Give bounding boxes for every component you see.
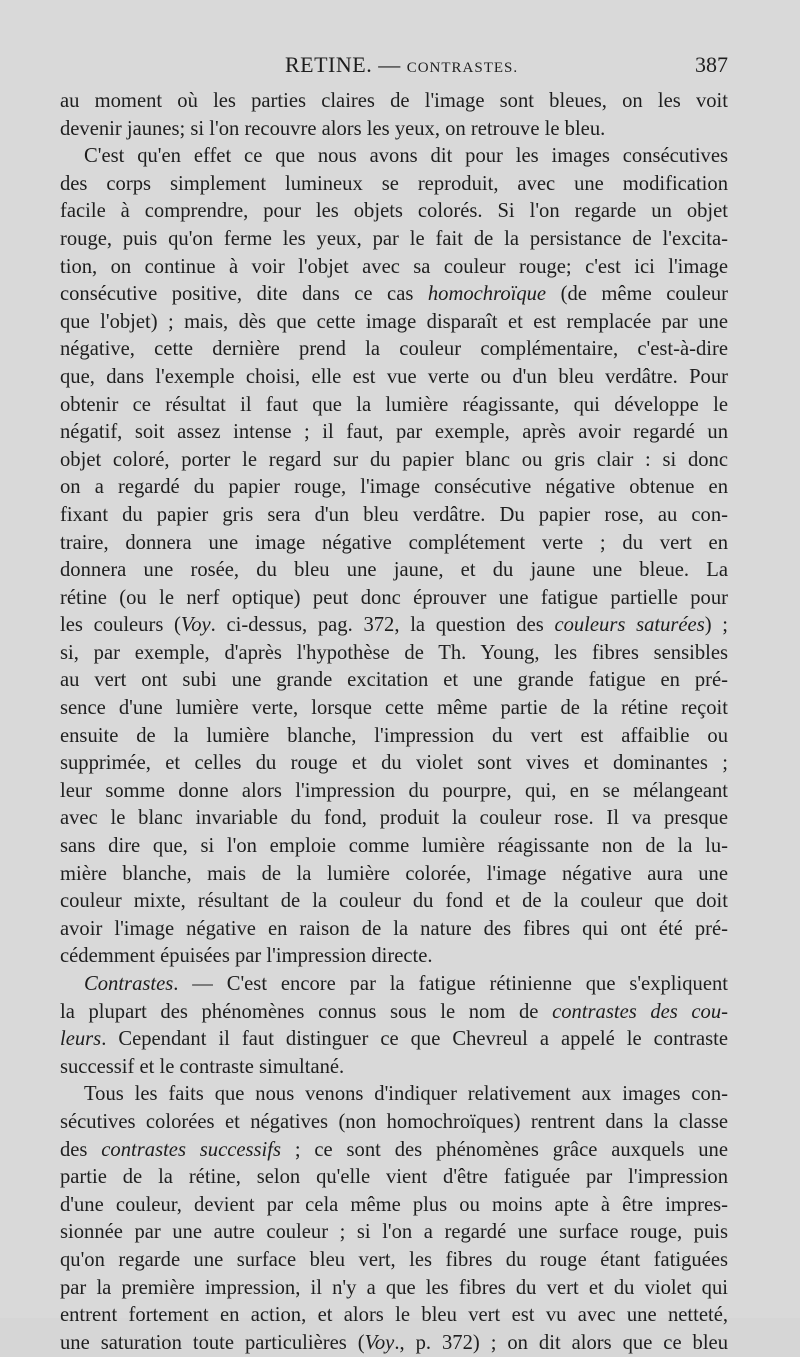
text-line <box>60 1164 728 1192</box>
italic-text: homochroïque <box>427 283 547 306</box>
text-line <box>60 723 728 751</box>
text-line <box>60 281 728 309</box>
italic-text: contrastes successifs <box>101 1138 282 1161</box>
text-line <box>60 585 728 613</box>
text-segment: les couleurs ( <box>60 614 181 637</box>
text-line <box>60 1081 728 1109</box>
text-segment: successif et le contraste simultané. <box>60 1055 345 1078</box>
text-segment: ; ce sont des phénomènes grâce auxquels une <box>281 1138 728 1161</box>
text-line <box>60 474 728 502</box>
text-segment: cédemment épuisées par l'impression directe. <box>60 945 433 968</box>
text-line <box>60 612 728 640</box>
text-line <box>60 1109 728 1137</box>
text-segment: traire, donnera une image négative complétement verte ; du vert en <box>60 531 728 554</box>
text-line <box>60 1275 728 1303</box>
text-line <box>60 530 728 558</box>
text-line <box>60 143 728 171</box>
text-segment: Tous les faits que nous venons d'indiquer relativement aux images con- <box>84 1083 728 1106</box>
text-segment: supprimée, et celles du rouge et du violet sont vives et dominantes ; <box>60 752 728 775</box>
text-segment: qu'on regarde une surface bleu vert, les fibres du rouge étant fatiguées <box>60 1248 728 1271</box>
text-segment: d'une couleur, devient par cela même plus ou moins apte à être impres- <box>60 1193 728 1216</box>
text-segment: obtenir ce résultat il faut que la lumière réagissante, qui développe le <box>60 393 728 416</box>
text-segment: sence d'une lumière verte, lorsque cette même partie de la rétine reçoit <box>60 697 728 720</box>
text-segment: . Cependant il faut distinguer ce que Chevreul a appelé le contraste <box>101 1028 728 1051</box>
page-number: 387 <box>695 52 728 77</box>
text-segment: ensuite de la lumière blanche, l'impression du vert est affaiblie ou <box>60 724 728 747</box>
text-segment: entrent fortement en action, et alors le bleu vert est vu avec une netteté, <box>60 1304 728 1327</box>
italic-text: couleurs saturées <box>554 614 705 637</box>
text-line <box>60 640 728 668</box>
text-segment: une saturation toute particulières ( <box>60 1331 365 1354</box>
italic-text: Contrastes <box>84 973 174 995</box>
text-line <box>60 833 728 861</box>
text-segment: facile à comprendre, pour les objets colorés. Si l'on regarde un objet <box>60 200 728 223</box>
text-segment: (de même couleur <box>546 283 728 306</box>
text-line <box>60 971 728 999</box>
italic-text: Voy <box>180 614 211 637</box>
text-line <box>60 88 728 116</box>
text-line <box>60 667 728 695</box>
text-line <box>60 695 728 723</box>
text-segment: rouge, puis qu'on ferme les yeux, par le fait de la persistance de l'excita- <box>60 227 728 250</box>
text-line <box>60 309 728 337</box>
text-line <box>60 916 728 944</box>
text-segment: ., p. 372) ; on dit alors que ce bleu <box>394 1331 728 1354</box>
text-line <box>60 1247 728 1275</box>
italic-text: leurs <box>60 1028 102 1051</box>
text-segment: si, par exemple, d'après l'hypothèse de Th. Young, les fibres sensibles <box>60 641 728 664</box>
text-segment: que l'objet) ; mais, dès que cette image disparaît et est remplacée par une <box>60 310 728 333</box>
text-segment: on a regardé du papier rouge, l'image consécutive négative obtenue en <box>60 476 728 499</box>
text-line <box>60 861 728 889</box>
text-line <box>60 1219 728 1247</box>
text-line <box>60 750 728 778</box>
text-line <box>60 254 728 282</box>
italic-text: Voy <box>364 1331 395 1354</box>
text-line <box>60 943 728 971</box>
text-segment: donnera une rosée, du bleu une jaune, et du jaune une bleue. La <box>60 559 728 582</box>
text-segment: tion, on continue à voir l'objet avec sa couleur rouge; c'est ici l'image <box>60 255 728 278</box>
text-segment: avec le blanc invariable du fond, produit la couleur rose. Il va presque <box>60 807 728 830</box>
text-segment: mière blanche, mais de la lumière colorée, l'image négative aura une <box>60 862 728 885</box>
text-line <box>60 805 728 833</box>
text-segment: couleur mixte, résultant de la couleur du fond et de la couleur que doit <box>60 890 728 913</box>
text-line <box>60 1302 728 1330</box>
text-line <box>60 226 728 254</box>
text-line <box>60 419 728 447</box>
text-segment: négatif, soit assez intense ; il faut, par exemple, après avoir regardé un <box>60 421 728 444</box>
page-header <box>60 52 728 80</box>
text-segment: . — C'est encore par la fatigue rétinienne que s'expliquent <box>173 973 728 995</box>
text-line <box>60 1054 728 1082</box>
text-segment: partie de la rétine, selon qu'elle vient d'être fatiguée par l'impression <box>60 1166 728 1189</box>
text-segment: par la première impression, il n'y a que les fibres du vert et du violet qui <box>60 1276 728 1299</box>
text-segment: au vert ont subi une grande excitation et une grande fatigue en pré- <box>60 669 728 692</box>
text-segment: devenir jaunes; si l'on recouvre alors les yeux, on retrouve le bleu. <box>60 117 606 140</box>
text-segment: sionnée par une autre couleur ; si l'on a regardé une surface rouge, puis <box>60 1221 728 1244</box>
text-segment: rétine (ou le nerf optique) peut donc éprouver une fatigue partielle pour <box>60 586 728 609</box>
text-line <box>60 778 728 806</box>
running-head <box>285 52 518 78</box>
text-line <box>60 1137 728 1165</box>
text-segment: C'est qu'en effet ce que nous avons dit pour les images consécutives <box>84 145 728 168</box>
text-segment: au moment où les parties claires de l'image sont bleues, on les voit <box>60 90 728 112</box>
text-line <box>60 1330 728 1357</box>
text-line <box>60 447 728 475</box>
text-segment: ) ; <box>704 614 728 637</box>
text-segment: consécutive positive, dite dans ce cas <box>60 283 428 306</box>
text-segment: que, dans l'exemple choisi, elle est vue verte ou d'un bleu verdâtre. Pour <box>60 365 728 388</box>
text-line <box>60 502 728 530</box>
text-segment: des <box>60 1138 102 1161</box>
text-line <box>60 1026 728 1054</box>
text-line <box>60 999 728 1027</box>
text-segment: fixant du papier gris sera d'un bleu verdâtre. Du papier rose, au con- <box>60 503 728 526</box>
text-segment: sans dire que, si l'on emploie comme lumière réagissante non de la lu- <box>60 835 728 858</box>
text-line <box>60 392 728 420</box>
text-segment: leur somme donne alors l'impression du pourpre, qui, en se mélangeant <box>60 779 728 802</box>
text-segment: objet coloré, porter le regard sur du papier blanc ou gris clair : si donc <box>60 448 728 471</box>
text-segment: . ci-dessus, pag. 372, la question des <box>210 614 555 637</box>
text-line <box>60 171 728 199</box>
text-line <box>60 557 728 585</box>
text-segment: sécutives colorées et négatives (non homochroïques) rentrent dans la classe <box>60 1110 728 1133</box>
text-line <box>60 364 728 392</box>
text-line <box>60 1192 728 1220</box>
text-line <box>60 198 728 226</box>
body-text <box>60 88 728 1357</box>
text-line <box>60 888 728 916</box>
text-segment: la plupart des phénomènes connus sous le nom de <box>60 1000 553 1023</box>
text-segment: avoir l'image négative en raison de la nature des fibres qui ont été pré- <box>60 917 728 940</box>
running-head-subtitle: CONTRASTES. <box>406 60 519 76</box>
running-head-title: RETINE. — <box>285 52 407 77</box>
text-segment: des corps simplement lumineux se reproduit, avec une modification <box>60 172 728 195</box>
text-segment: négative, cette dernière prend la couleur complémentaire, c'est-à-dire <box>60 338 728 361</box>
text-line <box>60 116 728 144</box>
text-line <box>60 336 728 364</box>
italic-text: contrastes des cou- <box>552 1000 728 1023</box>
